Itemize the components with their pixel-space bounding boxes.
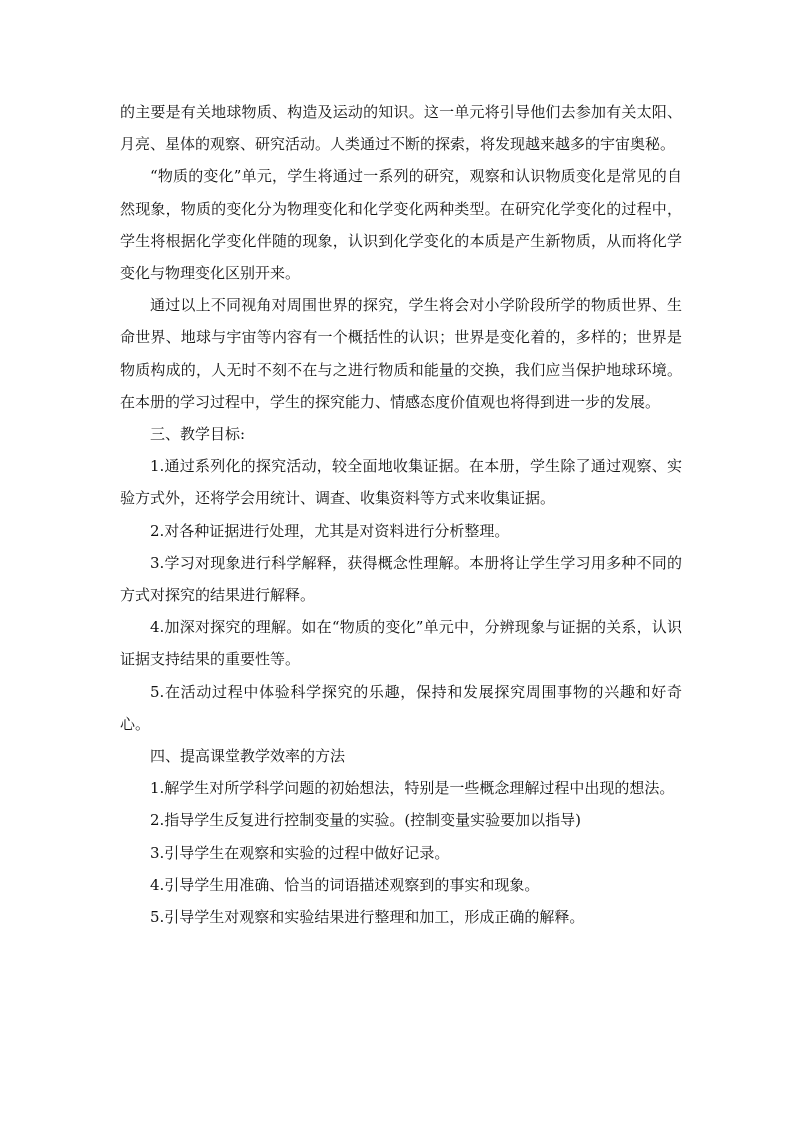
- paragraph-overall-summary: 通过以上不同视角对周围世界的探究，学生将会对小学阶段所学的物质世界、生命世界、地球与宇宙等内容有一个概括性的认识；世界是变化着的，多样的；世界是物质构成的，人无时不刻不在与之进行物质和能量的交换，我们应当保护地球环境。在本册的学习过程中，学生的探究能力、情感态度价值观也将得到进一步的发展。: [120, 296, 682, 411]
- method-item-4: 4.引导学生用准确、恰当的词语描述观察到的事实和现象。: [150, 875, 540, 894]
- document-page: [120, 96, 682, 933]
- method-item-1: 1.解学生对所学科学问题的初始想法，特别是一些概念理解过程中出现的想法。: [150, 779, 675, 798]
- paragraph-matter-change-unit: “物质的变化”单元，学生将通过一系列的研究，观察和认识物质变化是常见的自然现象，物质的变化分为物理变化和化学变化两种类型。在研究化学变化的过程中，学生将根据化学变化伴随的现象，认识到化学变化的本质是产生新物质，从而将化学变化与物理变化区别开来。: [120, 167, 682, 283]
- method-item-3: 3.引导学生在观察和实验的过程中做好记录。: [150, 843, 450, 862]
- section-heading-teaching-goals: 三、教学目标:: [150, 425, 246, 444]
- goal-item-5: 5.在活动过程中体验科学探究的乐趣，保持和发展探究周围事物的兴趣和好奇心。: [120, 682, 682, 733]
- section-heading-efficiency-methods: 四、提高课堂教学效率的方法: [150, 747, 346, 766]
- method-item-2: 2.指导学生反复进行控制变量的实验。(控制变量实验要加以指导): [150, 811, 582, 830]
- goal-item-3: 3.学习对现象进行科学解释，获得概念性理解。本册将让学生学习用多种不同的方式对探究的结果进行解释。: [120, 553, 682, 605]
- goal-item-1: 1.通过系列化的探究活动，较全面地收集证据。在本册，学生除了通过观察、实验方式外，还将学会用统计、调查、收集资料等方式来收集证据。: [120, 457, 682, 508]
- goal-item-2: 2.对各种证据进行处理，尤其是对资料进行分析整理。: [150, 521, 510, 540]
- paragraph-earth-universe-continued: 的主要是有关地球物质、构造及运动的知识。这一单元将引导他们去参加有关太阳、月亮、星体的观察、研究活动。人类通过不断的探索，将发现越来越多的宇宙奥秘。: [120, 103, 682, 154]
- goal-item-4: 4.加深对探究的理解。如在“物质的变化”单元中，分辨现象与证据的关系，认识证据支持结果的重要性等。: [120, 618, 682, 669]
- method-item-5: 5.引导学生对观察和实验结果进行整理和加工，形成正确的解释。: [150, 908, 585, 927]
